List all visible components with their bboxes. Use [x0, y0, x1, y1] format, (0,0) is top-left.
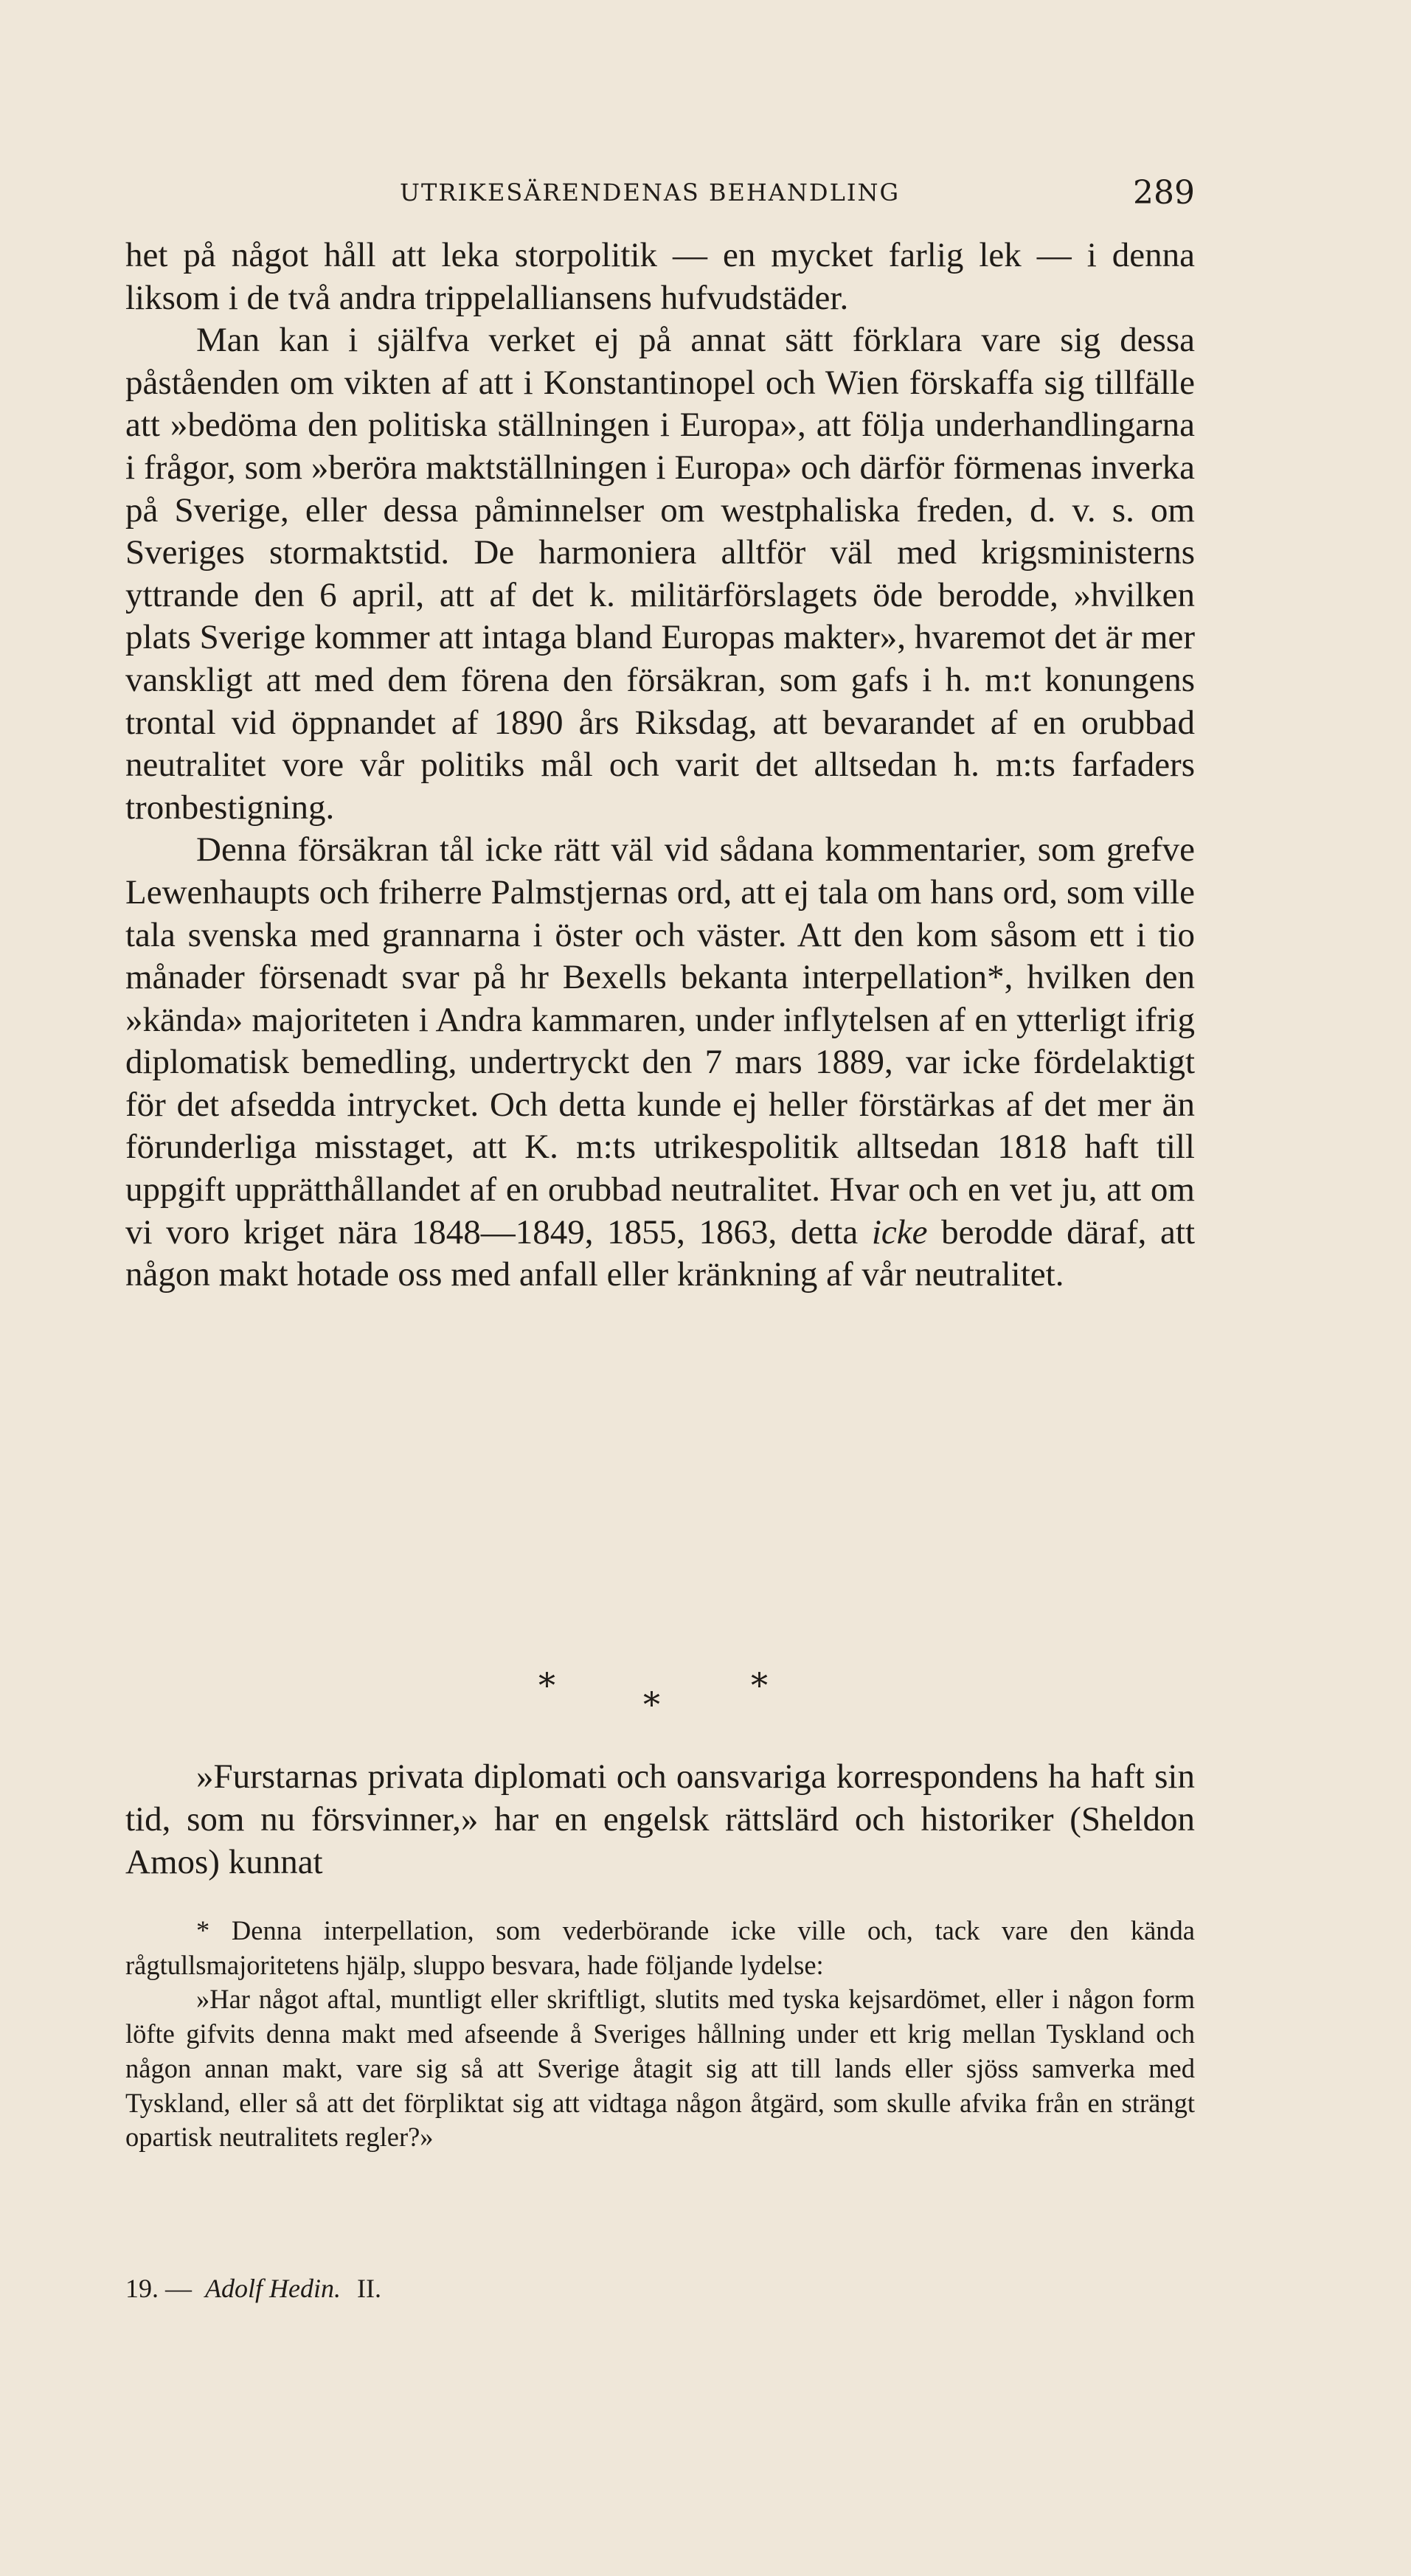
paragraph-4: »Furstarnas privata diplomati och oansvariga korrespondens ha haft sin tid, som nu försvinner,» har en engelsk rättslärd och historiker (Sheldon Amos) kunnat — [125, 1757, 1195, 1881]
sheet-number: 19. — — [125, 2274, 192, 2303]
running-title: UTRIKESÄRENDENAS BEHANDLING — [400, 178, 901, 206]
footnote-2: »Har något aftal, muntligt eller skriftligt, slutits med tyska kejsardömet, eller i någon form löfte gifvits denna makt med afseende å Sveriges hållning under ett krig mellan Tyskland och någon annan makt, vare sig så att Sverige åtagit sig att till lands eller sjöss samverka med Tyskland, eller så att det förpliktat sig att vidtaga någon åtgärd, som skulle afvika från en strängt opartisk neutralitets regler?» — [125, 1984, 1195, 2153]
separator-star: * — [538, 1665, 555, 1705]
separator-star: * — [643, 1684, 660, 1724]
emphasis-icke: icke — [871, 1212, 928, 1251]
author-name: Adolf Hedin. — [205, 2274, 341, 2303]
footnote-1: * Denna interpellation, som vederbörande icke ville och, tack vare den kända rågtullsmajoritetens hjälp, sluppo besvara, hade följande lydelse: — [125, 1915, 1195, 1980]
separator-star: * — [751, 1665, 768, 1705]
footnotes — [125, 1914, 1195, 2155]
section-separator — [538, 1665, 789, 1724]
page-number: 289 — [1133, 174, 1195, 212]
page-header — [125, 174, 1195, 215]
volume-number: II. — [356, 2274, 381, 2303]
paragraph-3-start: Denna försäkran tål icke rätt väl vid sådana kommentarier, som grefve Lewenhaupts och friherre Palmstjernas ord, att ej tala om hans ord, som ville tala svenska med grannarna i öster och väster. Att den kom såsom ett i tio månader försenadt svar på hr Bexells bekanta interpellation*, hvilken den »kända» majoriteten i Andra kammaren, under inflytelsen af en ytterligt ifrig diplomatisk bemedling, undertryckt den 7 mars 1889, var icke fördelaktigt för det afsedda intrycket. Och detta kunde ej heller förstärkas af det mer än förunderliga misstaget, att K. m:ts utrikespolitik alltsedan 1818 haft till uppgift upprätthållandet af en orubbad neutralitet. Hvar och en vet ju, att om vi voro kriget nära 1848—1849, 1855, 1863, detta — [125, 830, 1195, 1251]
paragraph-1: het på något håll att leka storpolitik — en mycket farlig lek — i denna liksom i de två andra trippelalliansens hufvudstäder. — [125, 236, 1195, 317]
paragraph-3 — [125, 829, 1195, 1296]
sheet-signature — [125, 2273, 395, 2304]
section-text — [125, 1755, 1195, 1884]
paragraph-2: Man kan i själfva verket ej på annat sätt förklara vare sig dessa påståenden om vikten af att i Konstantinopel och Wien förskaffa sig tillfälle att »bedöma den politiska ställningen i Europa», att följa underhandlingarna i frågor, som »beröra maktställningen i Europa» och därför förmenas inverka på Sverige, eller dessa påminnelser om westphaliska freden, d. v. s. om Sveriges stormaktstid. De harmoniera alltför väl med krigsministerns yttrande den 6 april, att af det k. militärförslagets öde berodde, »hvilken plats Sverige kommer att intaga bland Europas makter», hvaremot det är mer vanskligt att med dem förena den försäkran, som gafs i h. m:t konungens trontal vid öppnandet af 1890 års Riksdag, att bevarandet af en orubbad neutralitet vore vår politiks mål och varit det alltsedan h. m:ts farfaders tronbestigning. — [125, 321, 1195, 827]
main-text — [125, 235, 1195, 1296]
paragraph-3-end: berodde däraf, att någon makt hotade oss med anfall eller kränkning af vår neutralitet. — [125, 1212, 1195, 1294]
